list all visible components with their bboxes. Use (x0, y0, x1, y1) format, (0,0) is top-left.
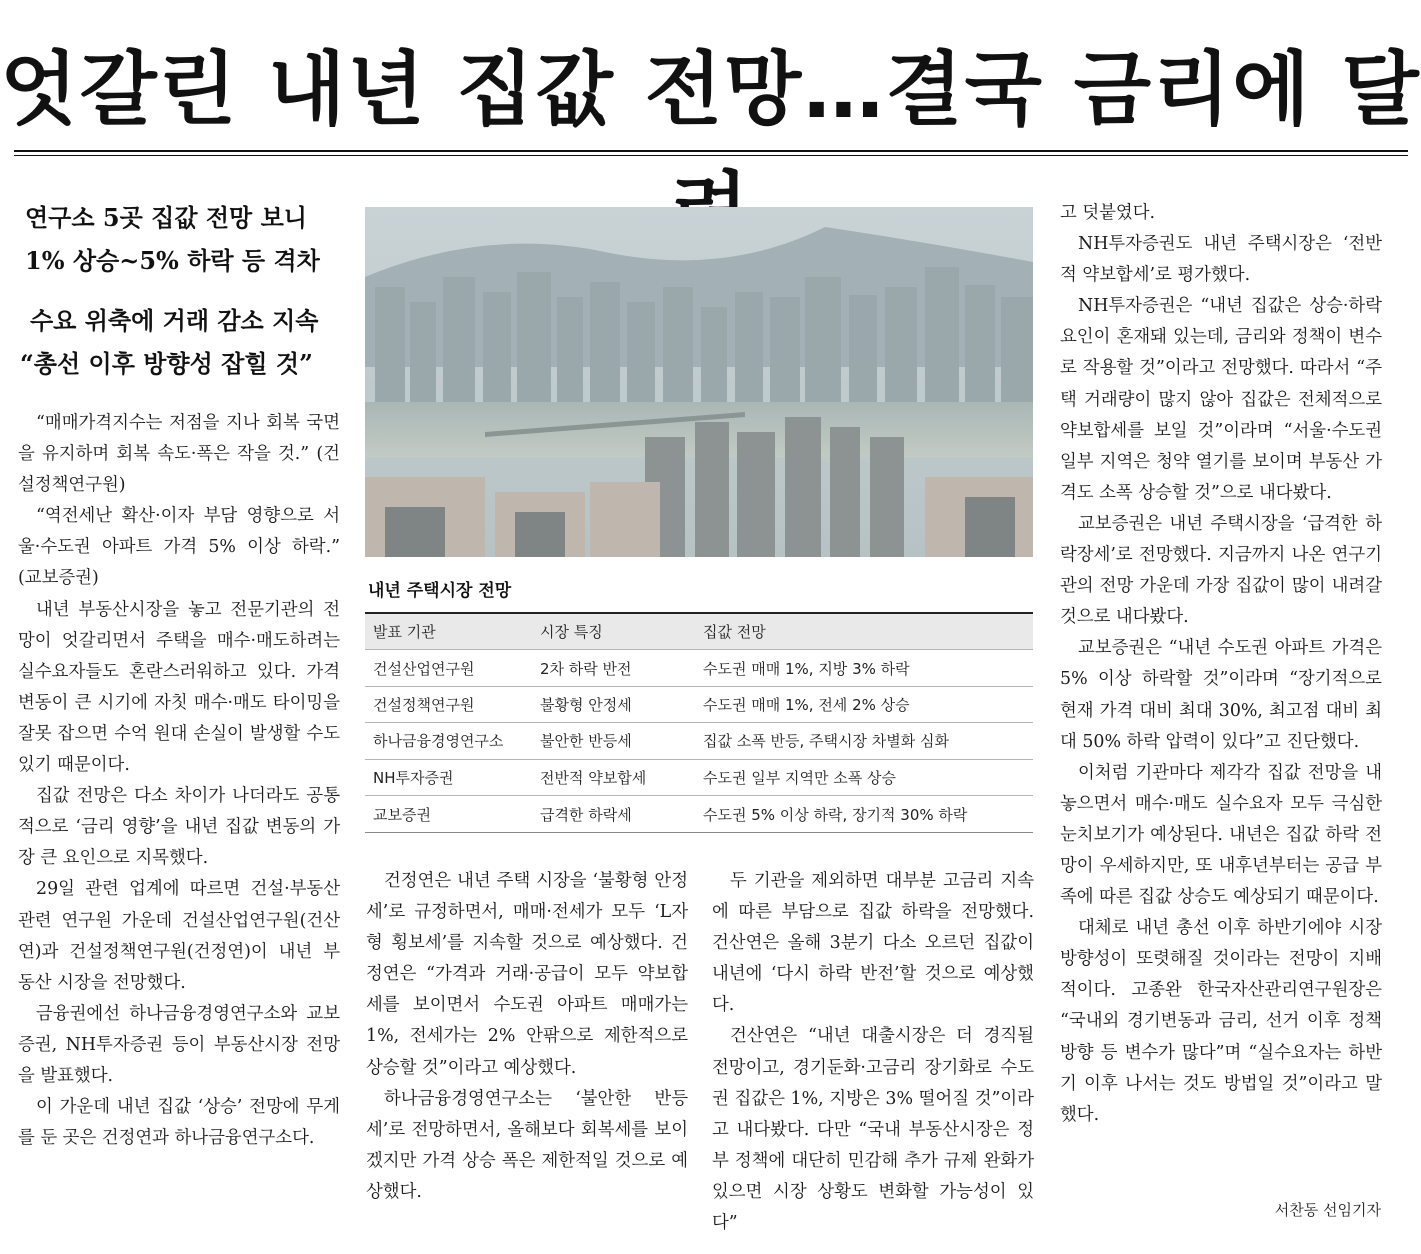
paragraph: 대체로 내년 총선 이후 하반기에야 시장 방향성이 또렷해질 것이라는 전망이 지배적이다. 고종완 한국자산관리연구원장은 “국내외 경기변동과 금리, 선거 이후 정책 방향 등 변수가 많다”며 “실수요자는 하반기 이후 나서는 것도 방법일 것”이라고 말했다. (1060, 918, 1382, 1125)
table-row (365, 796, 1033, 832)
table-row (365, 760, 1033, 796)
table-header-cell: 발표 기관 (373, 623, 436, 642)
deck-line: 1% 상승~5% 하락 등 격차 (25, 246, 320, 275)
table-row (365, 687, 1033, 723)
table-row (365, 650, 1033, 686)
table-cell: 수도권 5% 이상 하락, 장기적 30% 하락 (703, 805, 968, 824)
paragraph: 이처럼 기관마다 제각각 집값 전망을 내놓으면서 매수·매도 실수요자 모두 극심한 눈치보기가 예상된다. 내년은 집값 하락 전망이 우세하지만, 또 내후년부터는 공급 부족에 따른 집값 상승도 예상되기 때문이다. (1060, 762, 1382, 908)
table-cell: 건설정책연구원 (373, 695, 475, 714)
article-column-1 (18, 408, 340, 1154)
paragraph: 집값 전망은 다소 차이가 나더라도 공통적으로 ‘금리 영향’을 내년 집값 변동의 가장 큰 요인으로 지목했다. (18, 786, 340, 869)
table-cell: 수도권 일부 지역만 소폭 상승 (703, 768, 896, 787)
table-row (365, 723, 1033, 759)
paragraph: 고 덧붙였다. (1060, 203, 1156, 223)
forecast-table (365, 612, 1033, 833)
table-cell: 불안한 반등세 (540, 732, 632, 751)
table-cell: 전반적 약보합세 (540, 768, 647, 787)
paragraph: “역전세난 확산·이자 부담 영향으로 서울·수도권 아파트 가격 5% 이상 하락.” (교보증권) (18, 506, 340, 589)
table-cell: 교보증권 (373, 805, 431, 824)
article-column-4 (1060, 198, 1382, 1131)
table-cell: 건설산업연구원 (373, 659, 475, 678)
table-cell: 집값 소폭 반등, 주택시장 차별화 심화 (703, 732, 949, 751)
paragraph: 교보증권은 “내년 수도권 아파트 가격은 5% 이상 하락할 것”이라며 “장기적으로 현재 가격 대비 최대 30%, 최고점 대비 최대 50% 하락 압력이 있다”고 진단했다. (1060, 638, 1382, 752)
paragraph: “매매가격지수는 저점을 지나 회복 국면을 유지하며 회복 속도·폭은 작을 것.” (건설정책연구원) (18, 413, 340, 496)
paragraph: NH투자증권도 내년 주택시장은 ‘전반적 약보합세’로 평가했다. (1060, 234, 1382, 286)
paragraph: 이 가운데 내년 집값 ‘상승’ 전망에 무게를 둔 곳은 건정연과 하나금융연구소다. (18, 1097, 340, 1149)
table-cell: 수도권 매매 1%, 전세 2% 상승 (703, 695, 910, 714)
paragraph: 하나금융경영연구소는 ‘불안한 반등세’로 전망하면서, 올해보다 회복세를 보이겠지만 가격 상승 폭은 제한적일 것으로 예상했다. (366, 1088, 688, 1202)
table-cell: 2차 하락 반전 (540, 659, 632, 678)
deck-line: 수요 위축에 거래 감소 지속 (30, 306, 319, 335)
headline-rule (14, 150, 1408, 152)
table-cell: 불황형 안정세 (540, 695, 632, 714)
paragraph: 교보증권은 내년 주택시장을 ‘급격한 하락장세’로 전망했다. 지금까지 나온 연구기관의 전망 가운데 가장 집값이 많이 내려갈 것으로 내다봤다. (1060, 513, 1382, 628)
table-title: 내년 주택시장 전망 (368, 581, 512, 601)
table-cell: 하나금융경영연구소 (373, 732, 504, 751)
table-header-row (365, 614, 1033, 650)
paragraph: 두 기관을 제외하면 대부분 고금리 지속에 따른 부담으로 집값 하락을 전망했다. 건산연은 올해 3분기 다소 오르던 집값이 내년에 ‘다시 하락 반전’할 것으로 예상했다. (712, 871, 1034, 1016)
table-header-cell: 시장 특징 (540, 623, 603, 642)
paragraph: 건산연은 “내년 대출시장은 더 경직될 전망이고, 경기둔화·고금리 장기화로 수도권 집값은 1%, 지방은 3% 떨어질 것”이라고 내다봤다. 다만 “국내 부동산시장은 정부 정책에 대단히 민감해 추가 규제 완화가 있으면 시장 상황도 변화할 가능성이 있다” (712, 1026, 1034, 1234)
paragraph: 금융권에선 하나금융경영연구소와 교보증권, NH투자증권 등이 부동산시장 전망을 발표했다. (18, 1003, 340, 1086)
paragraph: NH투자증권은 “내년 집값은 상승·하락 요인이 혼재돼 있는데, 금리와 정책이 변수로 작용할 것”이라고 전망했다. 따라서 “주택 거래량이 많지 않아 집값은 전체적으로 약보합세를 보일 것”이라며 “서울·수도권 일부 지역은 청약 열기를 보이며 부동산 가격도 소폭 상승할 것”으로 내다봤다. (1060, 296, 1382, 503)
table-cell: 급격한 하락세 (540, 805, 632, 824)
deck-line: “총선 이후 방향성 잡힐 것” (20, 349, 313, 378)
paragraph: 29일 관련 업계에 따르면 건설·부동산 관련 연구원 가운데 건설산업연구원(건산연)과 건설정책연구원(건정연)이 내년 부동산 시장을 전망했다. (18, 879, 340, 993)
headline-rule-thin (14, 155, 1408, 156)
headline: 엇갈린 내년 집값 전망…결국 금리에 달 (0, 43, 1421, 136)
table-cell: 수도권 매매 1%, 지방 3% 하락 (703, 659, 910, 678)
article-column-2 (366, 866, 688, 1208)
table-header-cell: 집값 전망 (703, 623, 766, 642)
article-column-3 (712, 866, 1034, 1239)
deck-line: 연구소 5곳 집값 전망 보니 (25, 203, 307, 232)
paragraph: 내년 부동산시장을 놓고 전문기관의 전망이 엇갈리면서 주택을 매수·매도하려는 실수요자들도 혼란스러워하고 있다. 가격 변동이 큰 시기에 자칫 매수·매도 타이밍을 잘못 잡으면 수억 원대 손실이 발생할 수도 있기 때문이다. (18, 599, 340, 776)
byline: 서찬동 선임기자 (1274, 1201, 1381, 1219)
paragraph: 건정연은 내년 주택 시장을 ‘불황형 안정세’로 규정하면서, 매매·전세가 모두 ‘L자형 횡보세’를 지속할 것으로 예상했다. 건정연은 “가격과 거래·공급이 모두 약보합세를 보이면서 수도권 아파트 매매가는 1%, 전세가는 2% 안팎으로 제한적으로 상승할 것”이라고 예상했다. (366, 871, 688, 1078)
table-cell: NH투자증권 (373, 768, 454, 787)
city-skyline-photo (365, 207, 1033, 557)
